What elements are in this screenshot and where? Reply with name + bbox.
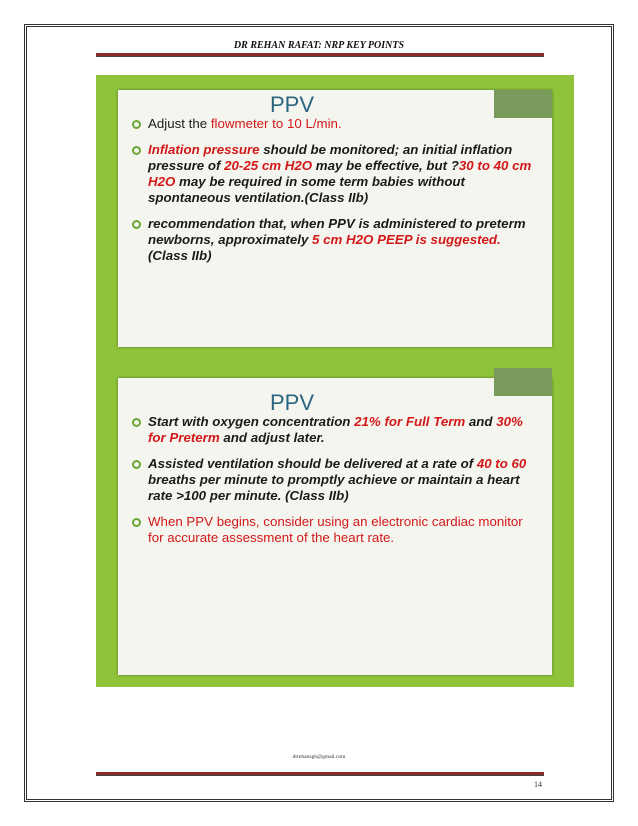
- highlight-text: 30 to 40 cm H2O: [148, 158, 532, 189]
- text: and adjust later.: [219, 430, 325, 445]
- list-item: [132, 456, 538, 504]
- text: may be effective, but ?: [312, 158, 459, 173]
- highlight-text: 21% for Full Term: [354, 414, 466, 429]
- slide-1: [118, 90, 552, 347]
- page-number: 14: [534, 780, 542, 789]
- list-item: [132, 216, 538, 264]
- text: Adjust the: [148, 116, 211, 131]
- highlight-text: 5 cm H2O PEEP is suggested.: [312, 232, 501, 247]
- slide-1-content: [132, 116, 538, 274]
- slide-1-title: PPV: [270, 92, 315, 117]
- bullet-icon: [132, 518, 141, 527]
- list-item: [132, 414, 538, 446]
- text: Start with oxygen concentration: [148, 414, 355, 429]
- highlight-text: 20-25 cm H2O: [224, 158, 313, 173]
- text: should be monitored; an initial inflation pressure of: [148, 142, 513, 173]
- bullet-icon: [132, 146, 141, 155]
- slides-image: [96, 75, 574, 687]
- footer-rule: [96, 772, 544, 776]
- text: and: [465, 414, 497, 429]
- bullet-icon: [132, 220, 141, 229]
- text: breaths per minute to promptly achieve or maintain a heart rate >100 per minute. (Class IIb): [148, 472, 520, 503]
- list-item: [132, 142, 538, 206]
- list-item: [132, 514, 538, 546]
- list-item: [132, 116, 538, 132]
- highlight-text: Inflation pressure: [148, 142, 260, 157]
- highlight-text: flowmeter to 10 L/min.: [210, 116, 342, 131]
- footer-email: drrehansgh@gmail.com: [292, 754, 346, 760]
- page-header-title: DR REHAN RAFAT: NRP KEY POINTS: [233, 40, 405, 51]
- text: When PPV begins, consider using an electronic cardiac monitor for accurate assessment of the heart rate.: [148, 514, 523, 545]
- slide-corner-box: [494, 368, 552, 396]
- header-rule: [96, 53, 544, 57]
- slide-corner-box: [494, 90, 552, 118]
- highlight-text: 30% for Preterm: [148, 414, 523, 445]
- highlight-text: 40 to 60: [476, 456, 527, 471]
- slide-2-content: [132, 414, 538, 556]
- slide-2: [118, 378, 552, 675]
- text: (Class IIb): [148, 248, 212, 263]
- slide-2-title: PPV: [270, 390, 315, 415]
- bullet-icon: [132, 418, 141, 427]
- bullet-icon: [132, 120, 141, 129]
- bullet-icon: [132, 460, 141, 469]
- text: may be required in some term babies without spontaneous ventilation.(Class IIb): [148, 174, 465, 205]
- text: recommendation that, when PPV is administered to preterm newborns, approximately: [148, 216, 526, 247]
- text: Assisted ventilation should be delivered at a rate of: [148, 456, 477, 471]
